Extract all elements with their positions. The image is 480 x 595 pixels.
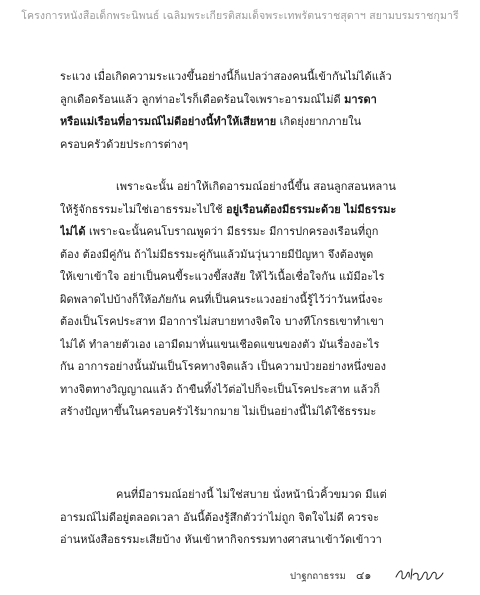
text-span: เพราะฉะนั้นคนโบราณพูดว่า มีธรรมะ มีการปกครองเรือนที่ถูก bbox=[85, 225, 379, 238]
text-span: เกิดยุ่งยากภายใน bbox=[276, 115, 362, 128]
text-line bbox=[60, 111, 432, 134]
text-line: กัน อาการอย่างนั้นมันเป็นโรคทางจิตแล้ว เป็นความป่วยอย่างหนึ่งของ bbox=[60, 360, 387, 373]
bold-text: หรือแม่เรือนที่อารมณ์ไม่ดีอย่างนี้ทำให้เสียหาย bbox=[60, 115, 277, 128]
text-line: ทางจิตทางวิญญาณแล้ว ถ้าขืนทิ้งไว้ต่อไปก็จะเป็นโรคประสาท แล้วก็ bbox=[60, 382, 381, 396]
text-line: คนที่มีอารมณ์อย่างนี้ ไม่ใช่สบาย นั่งหน้านิ่วคิ้วขมวด มีแต่ bbox=[116, 488, 387, 501]
text-line: ต้อง ต้องมีคู่กัน ถ้าไม่มีธรรมะคู่กันแล้วมันวุ่นวายมีปัญหา จึงต้องพูด bbox=[60, 247, 374, 261]
signature-mark bbox=[394, 563, 446, 585]
text-line: อ่านหนังสือธรรมะเสียบ้าง หันเข้าหากิจกรรมทางศาสนาเข้าวัดเข้าวา bbox=[60, 533, 382, 546]
text-line: สร้างปัญหาขึ้นในครอบครัวไร้มากมาย ไม่เป็นอย่างนี้ไม่ได้ใช้ธรรมะ bbox=[60, 405, 377, 418]
text-line: ให้เขาเข้าใจ อย่าเป็นคนขี้ระแวงขี้สงสัย ให้ไว้เนื้อเชื่อใจกัน แม้มีอะไร bbox=[60, 270, 385, 283]
text-line bbox=[60, 221, 432, 244]
paragraph-2 bbox=[60, 176, 432, 424]
text-line: ไม่ได้ ทำลายตัวเอง เอามีดมาหั่นแขนเชือดแขนของตัว มันเรื่องอะไร bbox=[60, 337, 380, 351]
text-line: อารมณ์ไม่ดีอยู่ตลอดเวลา อันนี้ต้องรู้สึกตัวว่าไม่ถูก จิตใจไม่ดี ควรจะ bbox=[60, 510, 380, 524]
paragraph-3 bbox=[60, 484, 432, 552]
text-line bbox=[60, 89, 432, 112]
bold-text: มารดา bbox=[344, 92, 377, 106]
paragraph-1 bbox=[60, 66, 432, 156]
page-footer bbox=[290, 565, 450, 587]
bold-text: ไม่ได้ bbox=[60, 225, 86, 238]
page-number: ๔๑ bbox=[356, 569, 372, 582]
text-line: ผิดพลาดไปบ้างก็ให้อภัยกัน คนที่เป็นคนระแวงอย่างนี้รู้ไว้ว่าวันหนึ่งจะ bbox=[60, 292, 384, 306]
text-line: ครอบครัวด้วยประการต่างๆ bbox=[60, 137, 189, 151]
text-span: ให้รู้จักธรรมะไม่ใช่เอาธรรมะไปใช้ bbox=[60, 202, 227, 216]
text-line: ต้องเป็นโรคประสาท มีอาการไม่สบายทางจิตใจ บางทีโกรธเขาทำเขา bbox=[60, 315, 384, 328]
text-line: ระแวง เมื่อเกิดความระแวงขึ้นอย่างนี้ก็แปลว่าสองคนนี้เข้ากันไม่ได้แล้ว bbox=[60, 70, 392, 83]
text-span: ลูกเดือดร้อนแล้ว ลูกท่าอะไรก็เดือดร้อนใจเพราะอารมณ์ไม่ดี bbox=[60, 92, 345, 106]
text-line: เพราะฉะนั้น อย่าให้เกิดอารมณ์อย่างนี้ขึ้น สอนลูกสอนหลาน bbox=[116, 180, 396, 193]
bold-text: อยู่เรือนต้องมีธรรมะด้วย ไม่มีธรรมะ bbox=[226, 202, 397, 216]
footer-book-title: ปาฐกถาธรรม bbox=[290, 571, 346, 582]
running-header: โครงการหนังสือเด็กพระนิพนธ์ เฉลิมพระเกียรติสมเด็จพระเทพรัตนราชสุดาฯ สยามบรมราชกุมารี bbox=[21, 10, 459, 22]
text-line bbox=[60, 199, 432, 222]
